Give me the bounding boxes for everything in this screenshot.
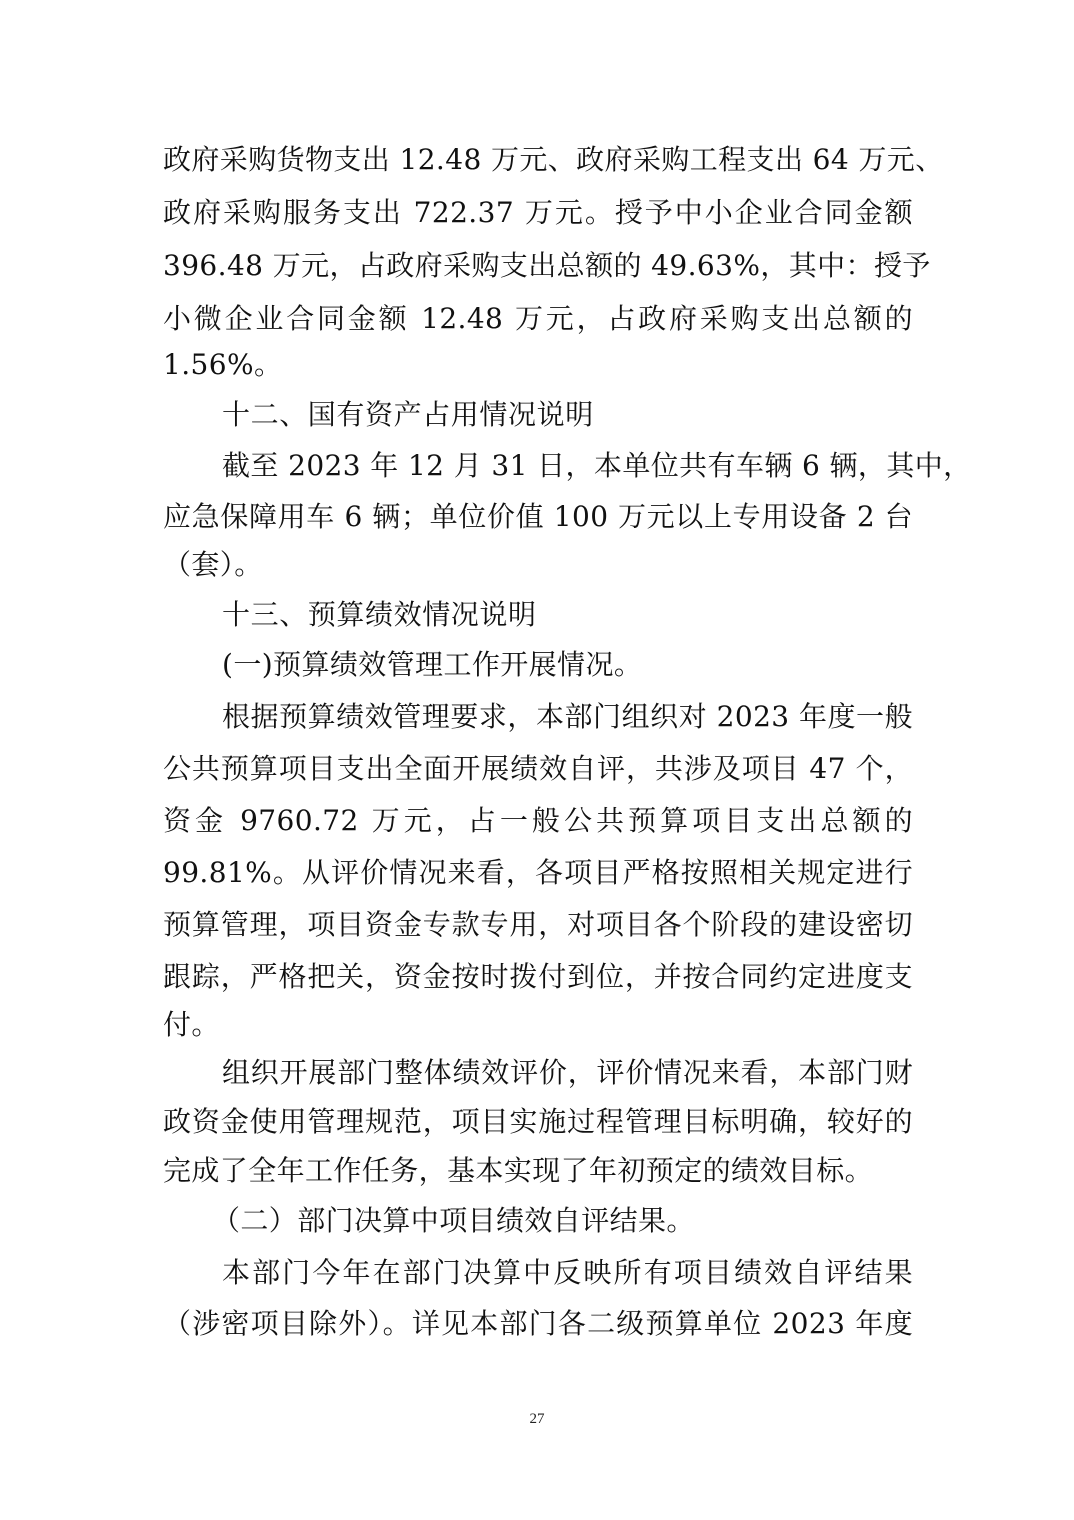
paragraph-line: 政资金使用管理规范，项目实施过程管理目标明确，较好的 (163, 1105, 913, 1138)
paragraph-line: 资金 9760.72 万元，占一般公共预算项目支出总额的 (163, 804, 913, 837)
paragraph-line: 公共预算项目支出全面开展绩效自评，共涉及项目 47 个， (163, 752, 913, 785)
page-number: 27 (529, 1411, 545, 1427)
paragraph-line: 根据预算绩效管理要求，本部门组织对 2023 年度一般 (222, 700, 913, 733)
paragraph-line: 小微企业合同金额 12.48 万元，占政府采购支出总额的 (163, 302, 913, 335)
paragraph-line: （涉密项目除外）。详见本部门各二级预算单位 2023 年度 (163, 1307, 913, 1340)
paragraph-line: 预算管理，项目资金专款专用，对项目各个阶段的建设密切 (163, 908, 913, 941)
paragraph-line: 组织开展部门整体绩效评价，评价情况来看，本部门财 (222, 1056, 913, 1089)
paragraph-line: 截至 2023 年 12 月 31 日，本单位共有车辆 6 辆，其中， (222, 449, 972, 482)
subsection-heading-2: （二）部门决算中项目绩效自评结果。 (212, 1204, 695, 1237)
paragraph-line: 99.81%。从评价情况来看，各项目严格按照相关规定进行 (163, 856, 913, 889)
subsection-heading-1: (一)预算绩效管理工作开展情况。 (222, 648, 643, 681)
paragraph-line: 1.56%。 (163, 348, 283, 381)
paragraph-line: 跟踪，严格把关，资金按时拨付到位，并按合同约定进度支 (163, 960, 913, 993)
paragraph-line: 应急保障用车 6 辆；单位价值 100 万元以上专用设备 2 台 (163, 500, 913, 533)
section-heading-13: 十三、预算绩效情况说明 (222, 598, 537, 631)
paragraph-line: （套）。 (163, 548, 263, 581)
paragraph-line: 付。 (163, 1008, 220, 1041)
paragraph-line: 政府采购货物支出 12.48 万元、政府采购工程支出 64 万元、 (163, 143, 944, 176)
paragraph-line: 完成了全年工作任务，基本实现了年初预定的绩效目标。 (163, 1154, 874, 1187)
paragraph-line: 政府采购服务支出 722.37 万元。授予中小企业合同金额 (163, 196, 913, 229)
paragraph-line: 本部门今年在部门决算中反映所有项目绩效自评结果 (222, 1256, 913, 1289)
section-heading-12: 十二、国有资产占用情况说明 (222, 398, 594, 431)
paragraph-line: 396.48 万元，占政府采购支出总额的 49.63%，其中：授予 (163, 249, 931, 282)
